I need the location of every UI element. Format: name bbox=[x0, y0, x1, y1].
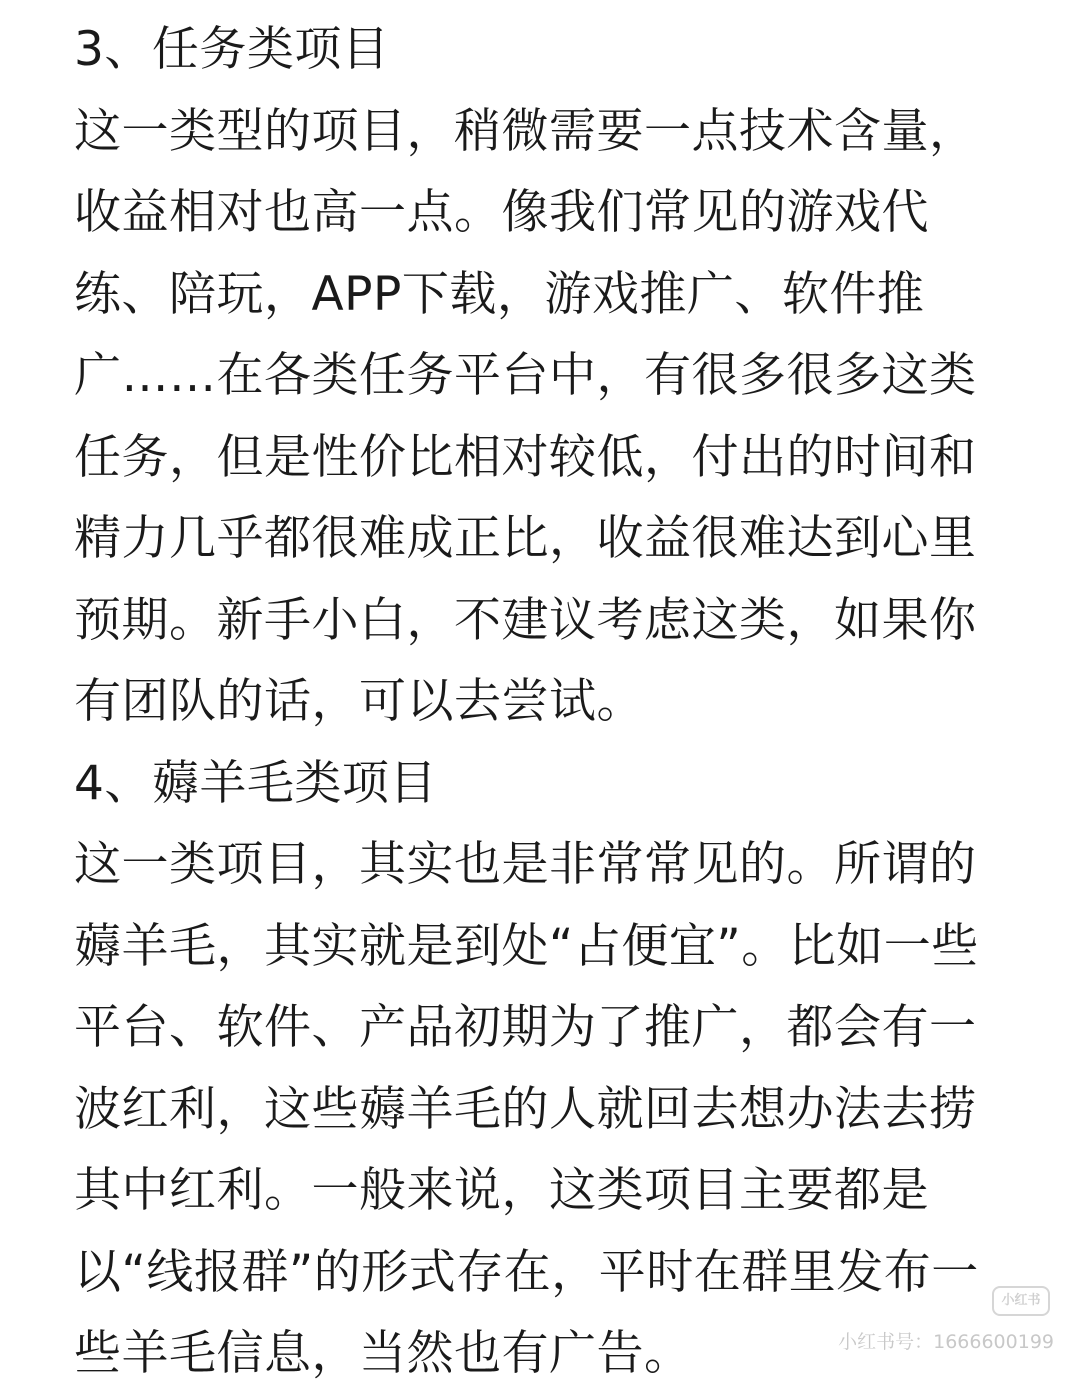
paragraph-line: 有团队的话，可以去尝试。 bbox=[74, 674, 644, 729]
article-body bbox=[74, 9, 1014, 1395]
paragraph-line: 广……在各类任务平台中，有很多很多这类 bbox=[74, 348, 977, 403]
paragraph-line: 其中红利。一般来说，这类项目主要都是 bbox=[74, 1163, 929, 1218]
paragraph-line: 薅羊毛，其实就是到处“占便宜”。比如一些 bbox=[74, 918, 979, 974]
paragraph-line: 这一类项目，其实也是非常常见的。所谓的 bbox=[74, 837, 977, 892]
paragraph-line: 任务，但是性价比相对较低，付出的时间和 bbox=[74, 429, 977, 485]
paragraph-line: 些羊毛信息，当然也有广告。 bbox=[74, 1326, 692, 1381]
paragraph-line: 这一类型的项目，稍微需要一点技术含量， bbox=[74, 103, 977, 159]
paragraph-line: 波红利，这些薅羊毛的人就回去想办法去捞 bbox=[74, 1081, 977, 1137]
section-heading-4: 4、薅羊毛类项目 bbox=[74, 755, 437, 811]
paragraph-line: 精力几乎都很难成正比，收益很难达到心里 bbox=[74, 511, 977, 566]
section-heading-3: 3、任务类项目 bbox=[74, 22, 390, 77]
watermark-id-text: 小红书号：1666600199 bbox=[838, 1331, 1054, 1353]
paragraph-line: 平台、软件、产品初期为了推广，都会有一 bbox=[74, 1000, 977, 1055]
paragraph-line: 练、陪玩，APP下载，游戏推广、软件推 bbox=[74, 266, 925, 322]
paragraph-line: 收益相对也高一点。像我们常见的游戏代 bbox=[74, 185, 929, 240]
watermark bbox=[838, 1327, 1054, 1354]
paragraph-line: 预期。新手小白，不建议考虑这类，如果你 bbox=[74, 592, 977, 648]
paragraph-line: 以“线报群”的形式存在，平时在群里发布一 bbox=[74, 1244, 979, 1300]
watermark-logo: 小红书 bbox=[992, 1286, 1050, 1316]
